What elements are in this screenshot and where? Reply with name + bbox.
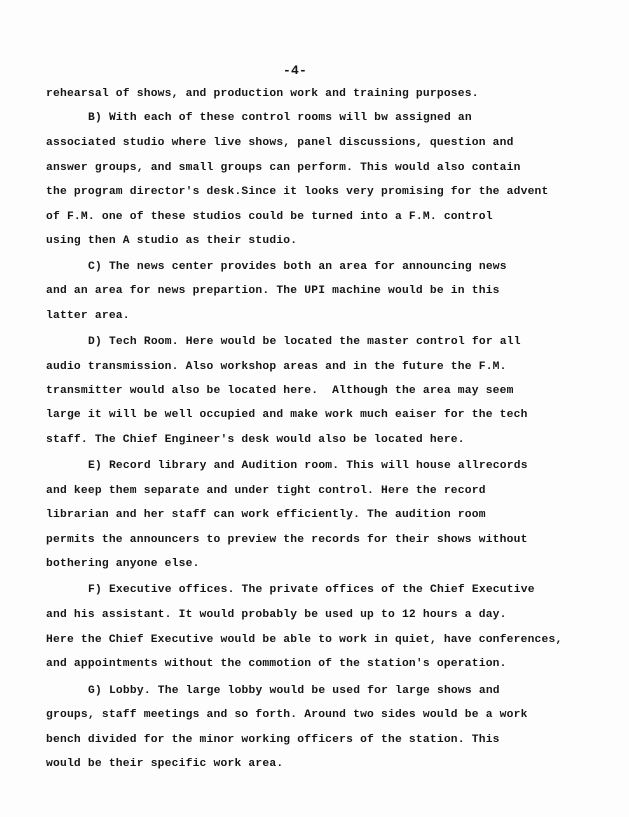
text-line-25: G) Lobby. The large lobby would be used for large shows and [88,685,500,697]
text-line-10: latter area. [46,310,130,322]
text-line-19: permits the announcers to preview the records for their shows without [46,534,528,546]
text-line-7: using then A studio as their studio. [46,235,298,247]
text-line-9: and an area for news prepartion. The UPI machine would be in this [46,285,500,297]
page-number: -4- [283,63,308,78]
text-line-12: audio transmission. Also workshop areas and in the future the F.M. [46,361,507,373]
text-line-13: transmitter would also be located here. Although the area may seem [46,385,514,397]
text-line-8: C) The news center provides both an area for announcing news [88,261,507,273]
text-line-27: bench divided for the minor working officers of the station. This [46,734,500,746]
text-line-17: and keep them separate and under tight control. Here the record [46,485,486,497]
text-line-16: E) Record library and Audition room. This will house allrecords [88,460,528,472]
text-line-6: of F.M. one of these studios could be turned into a F.M. control [46,211,493,223]
text-line-22: and his assistant. It would probably be used up to 12 hours a day. [46,609,507,621]
text-line-26: groups, staff meetings and so forth. Around two sides would be a work [46,709,528,721]
text-line-23: Here the Chief Executive would be able to work in quiet, have conferences, [46,634,563,646]
text-line-18: librarian and her staff can work efficiently. The audition room [46,509,486,521]
text-line-28: would be their specific work area. [46,758,284,770]
text-line-15: staff. The Chief Engineer's desk would also be located here. [46,434,465,446]
text-line-5: the program director's desk.Since it looks very promising for the advent [46,186,549,198]
text-line-2: B) With each of these control rooms will bw assigned an [88,112,472,124]
text-line-3: associated studio where live shows, panel discussions, question and [46,137,514,149]
text-line-14: large it will be well occupied and make work much eaiser for the tech [46,409,528,421]
text-line-20: bothering anyone else. [46,558,200,570]
text-line-4: answer groups, and small groups can perform. This would also contain [46,162,521,174]
text-line-1: rehearsal of shows, and production work and training purposes. [46,88,479,100]
text-line-11: D) Tech Room. Here would be located the master control for all [88,336,521,348]
text-line-24: and appointments without the commotion of the station's operation. [46,658,507,670]
text-line-21: F) Executive offices. The private offices of the Chief Executive [88,584,535,596]
